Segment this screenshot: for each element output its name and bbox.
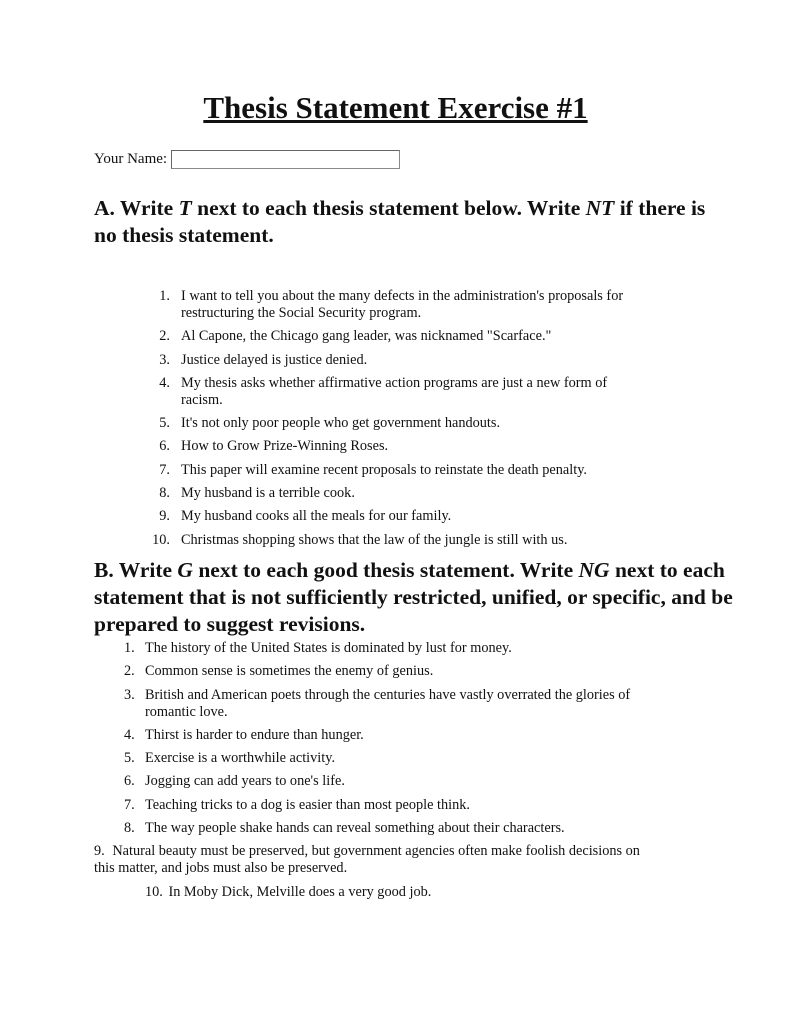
item-number: 8. [124, 820, 135, 837]
item-number: 7. [124, 796, 135, 813]
item-text: Jogging can add years to one's life. [145, 773, 345, 790]
name-row [94, 150, 400, 169]
list-item [150, 415, 640, 432]
item-number: 10. [152, 531, 170, 548]
list-item [150, 328, 640, 345]
item-text: This paper will examine recent proposals to reinstate the death penalty. [181, 461, 587, 478]
item-number: 9. [94, 843, 105, 860]
item-number: 6. [124, 773, 135, 790]
heading-part-italic: NT [585, 196, 615, 220]
item-number: 4. [159, 374, 170, 391]
list-item [124, 797, 684, 814]
item-number: 3. [159, 351, 170, 368]
list-item [150, 288, 640, 322]
list-item [124, 663, 684, 680]
item-text: Christmas shopping shows that the law of the jungle is still with us. [181, 531, 568, 548]
list-item [150, 485, 640, 502]
name-input[interactable] [171, 150, 400, 169]
list-item [124, 687, 684, 721]
list-item [150, 532, 640, 549]
item-text: Natural beauty must be preserved, but government agencies often make foolish decisions on this matter, and jobs must also be preserved. [94, 843, 640, 877]
item-number: 7. [159, 461, 170, 478]
list-item [150, 508, 640, 525]
item-number: 2. [159, 328, 170, 345]
item-number: 1. [159, 288, 170, 304]
list-item [124, 820, 684, 837]
heading-part-italic: T [178, 196, 192, 220]
item-number: 3. [124, 686, 135, 703]
list-item [145, 884, 705, 901]
item-number: 10. [145, 883, 163, 900]
item-text: Exercise is a worthwhile activity. [145, 750, 336, 767]
item-number: 5. [159, 415, 170, 432]
item-text: Al Capone, the Chicago gang leader, was nicknamed "Scarface." [181, 328, 552, 345]
list-item [150, 352, 640, 369]
item-number: 1. [124, 640, 135, 656]
heading-part: next to each thesis statement below. Write [191, 196, 586, 220]
list-item [150, 438, 640, 455]
item-number: 8. [159, 485, 170, 502]
item-text: Common sense is sometimes the enemy of genius. [145, 663, 434, 680]
item-number: 2. [124, 663, 135, 680]
item-number: 9. [159, 508, 170, 525]
item-text: Teaching tricks to a dog is easier than most people think. [145, 796, 470, 813]
item-text: In Moby Dick, Melville does a very good job. [168, 883, 432, 900]
heading-part: A. Write [94, 196, 179, 220]
list-item [124, 773, 684, 790]
item-text: Thirst is harder to endure than hunger. [145, 726, 364, 743]
section-b-heading [94, 557, 734, 638]
item-text: My husband cooks all the meals for our family. [181, 508, 452, 525]
item-number: 6. [159, 438, 170, 455]
item-text: My thesis asks whether affirmative action programs are just a new form of racism. [181, 374, 608, 408]
item-text: My husband is a terrible cook. [181, 485, 355, 502]
name-label: Your Name: [94, 151, 168, 167]
item-text: I want to tell you about the many defects in the administration's proposals for restructuring the Social Security program. [181, 288, 624, 321]
list-item [150, 375, 640, 409]
section-b-list [94, 640, 684, 907]
heading-part-italic: NG [578, 558, 610, 582]
heading-part-italic: G [177, 558, 193, 582]
heading-part: B. Write [94, 558, 178, 582]
heading-part: next to each statement that is not sufficiently restricted, unified, or specific, and be prepared to suggest revisions. [94, 558, 733, 636]
item-text: The history of the United States is dominated by lust for money. [145, 640, 512, 656]
item-text: It's not only poor people who get government handouts. [181, 415, 501, 432]
item-text: Justice delayed is justice denied. [181, 351, 368, 368]
list-item [124, 640, 684, 657]
section-a-list [150, 288, 640, 555]
heading-part: next to each good thesis statement. Write [192, 558, 579, 582]
item-text: British and American poets through the centuries have vastly overrated the glories of romantic love. [145, 686, 631, 720]
list-item [94, 843, 654, 877]
item-text: The way people shake hands can reveal something about their characters. [145, 820, 565, 837]
item-number: 5. [124, 750, 135, 767]
list-item [124, 727, 684, 744]
list-item [124, 750, 684, 767]
item-number: 4. [124, 726, 135, 743]
list-item [150, 462, 640, 479]
heading-part: if there is no thesis statement. [94, 196, 706, 247]
page-title: Thesis Statement Exercise #1 [203, 90, 588, 125]
section-a-heading [94, 195, 714, 249]
item-text: How to Grow Prize-Winning Roses. [181, 438, 389, 455]
